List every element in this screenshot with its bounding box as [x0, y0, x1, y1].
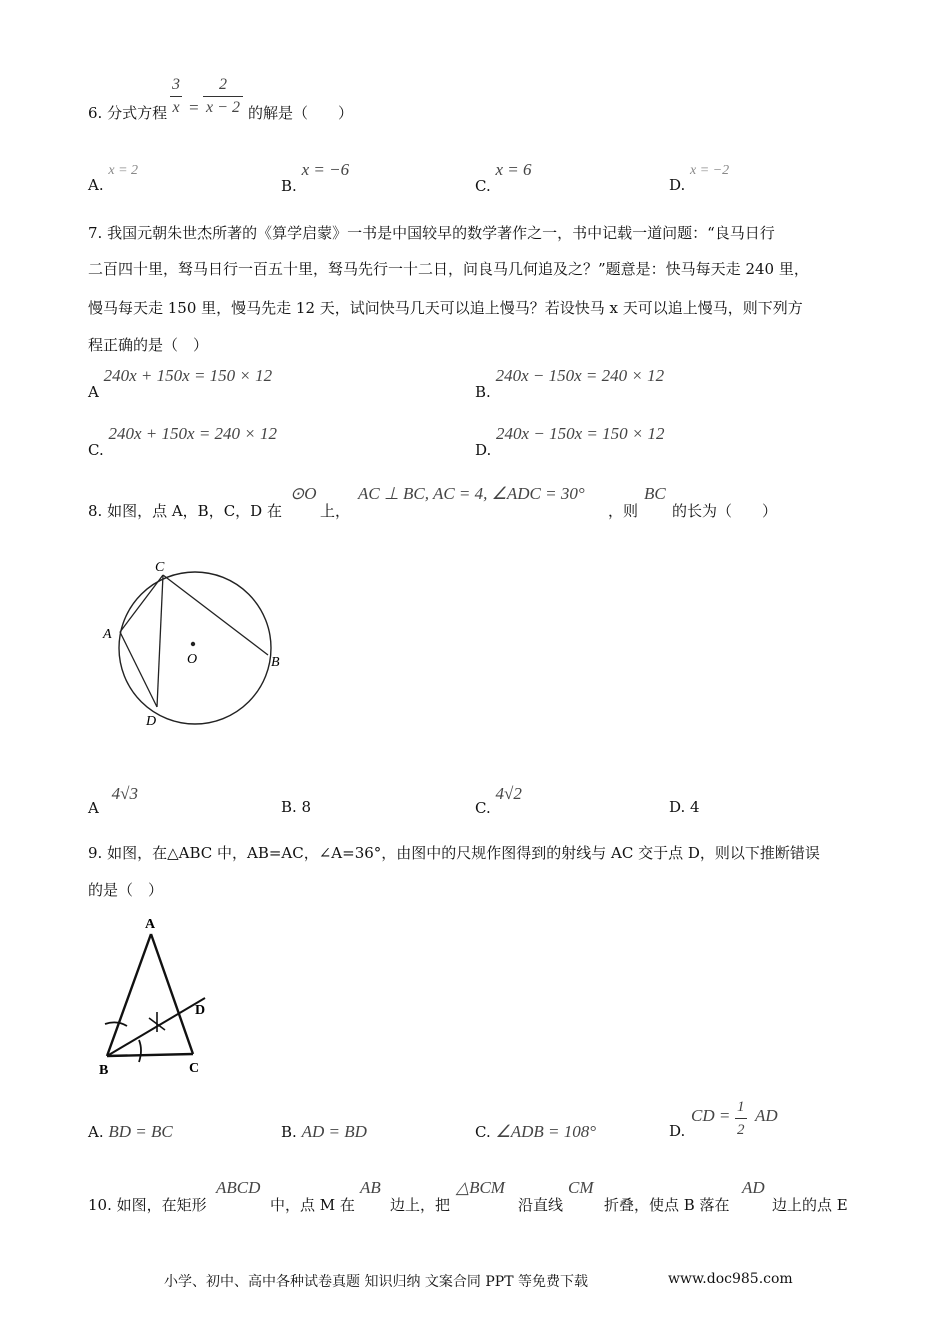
q9-side-ac [151, 934, 193, 1054]
q7-option-a-label: A [88, 383, 99, 401]
q8-option-a[interactable] [88, 784, 138, 817]
q6-number-text: 6. 分式方程 [88, 104, 168, 122]
q6-option-c-math: x = 6 [495, 160, 532, 179]
q9-label-d: D [195, 1003, 206, 1018]
q10-math-1: ABCD [216, 1178, 261, 1197]
q8-text-1: 8. 如图，点 A，B，C，D 在 [88, 502, 282, 520]
q7-option-a[interactable] [88, 366, 273, 401]
q8-stem [88, 484, 848, 524]
q7-line-3: 慢马每天走 150 里，慢马先走 12 天，试问快马几天可以追上慢马？若设快马 x 天可以追上慢马，则下列方 [88, 299, 803, 317]
q8-option-d-label: D. 4 [669, 798, 700, 816]
q8-text-3: ，则 [608, 502, 639, 520]
q10-text-3: 边上，把 [390, 1196, 451, 1214]
q7-option-c[interactable] [88, 424, 278, 459]
q10-text-4: 沿直线 [518, 1196, 564, 1214]
q6-option-c[interactable] [475, 160, 532, 195]
q9-label-a: A [145, 917, 156, 932]
q7-option-b-math: 240x − 150x = 240 × 12 [495, 366, 665, 385]
q6-option-b-label: B. [281, 177, 297, 195]
q8-label-a: A [103, 627, 112, 642]
q6-option-a-math: x = 2 [108, 163, 139, 178]
q9-arc-2 [139, 1040, 141, 1062]
footer-promo-text: 小学、初中、高中各种试卷真题 知识归纳 文案合同 PPT 等免费下载 [164, 1274, 588, 1290]
q7-line-2: 二百四十里，驽马日行一百五十里，驽马先行一十二日，问良马几何追及之？”题意是：快马每天走 240 里， [88, 260, 809, 278]
q9-arc-1 [105, 1022, 127, 1026]
q9-option-b-math: AD = BD [301, 1122, 367, 1141]
q9-option-c[interactable] [475, 1122, 596, 1142]
q6-equals: = [188, 98, 200, 117]
q9-label-c: C [189, 1061, 200, 1076]
q7-option-c-math: 240x + 150x = 240 × 12 [108, 424, 278, 443]
q10-math-4: CM [568, 1178, 594, 1197]
q8-center-dot [191, 642, 195, 646]
q8-option-c[interactable] [475, 784, 522, 817]
q9-side-bc [107, 1054, 193, 1056]
q10-math-5: AD [742, 1178, 765, 1197]
q10-math-3: △BCM [456, 1178, 505, 1197]
q7-option-d-math: 240x − 150x = 150 × 12 [496, 424, 665, 443]
q6-option-d-math: x = −2 [690, 163, 730, 178]
q10-stem [88, 1178, 868, 1218]
q8-label-b: B [271, 655, 280, 670]
q8-segment: BC [644, 484, 666, 503]
q8-segment-dc [157, 575, 163, 707]
q8-option-c-math: 4√2 [495, 784, 522, 803]
q7-option-b[interactable] [475, 366, 665, 401]
q7-option-a-math: 240x + 150x = 150 × 12 [103, 366, 273, 385]
q8-text-2: 上， [320, 502, 351, 520]
q7-line-4: 程正确的是（ ） [88, 336, 209, 354]
q9-option-b[interactable] [281, 1122, 367, 1142]
q8-segment-ca [120, 575, 163, 632]
q8-circle-symbol: ⊙O [290, 484, 317, 503]
q9-option-d-fraction: $\frac{1}{2}$ [735, 1096, 747, 1141]
q7-option-b-label: B. [475, 383, 491, 401]
q6-option-b[interactable] [281, 160, 350, 195]
q8-circle-outline [119, 572, 271, 724]
q6-option-b-math: x = −6 [301, 160, 350, 179]
q9-option-d-label: D. [669, 1122, 686, 1140]
q9-option-a-math: BD = BC [108, 1122, 173, 1141]
q9-line-1: 9. 如图，在△ABC 中，AB=AC，∠A=36°，由图中的尺规作图得到的射线与 AC 交于点 D，则以下推断错误 [88, 844, 820, 862]
q8-circle-figure [95, 555, 295, 735]
q8-option-b-label: B. 8 [281, 798, 312, 816]
q8-label-o: O [187, 652, 198, 667]
q8-option-c-label: C. [475, 799, 491, 817]
q6-tail-text: 的解是（ ） [248, 104, 354, 122]
q10-math-2: AB [360, 1178, 381, 1197]
q6-option-c-label: C. [475, 177, 491, 195]
q10-text-6: 边上的点 E [772, 1196, 848, 1214]
q8-label-d: D [146, 714, 157, 729]
q8-segment-ad [120, 632, 157, 707]
q9-triangle-figure [95, 912, 225, 1082]
q9-side-ab [107, 934, 151, 1056]
q10-text-1: 10. 如图，在矩形 [88, 1196, 207, 1214]
q6-option-d-label: D. [669, 176, 686, 194]
q6-option-d[interactable] [669, 160, 730, 194]
q9-option-b-label: B. [281, 1123, 297, 1141]
q8-option-a-label: A [88, 799, 99, 817]
q9-option-c-math: ∠ADB = 108° [495, 1122, 597, 1141]
q6-option-a-label: A. [88, 176, 104, 194]
q9-label-b: B [99, 1063, 109, 1078]
q8-text-4: 的长为（ ） [672, 502, 778, 520]
q6-option-a[interactable] [88, 160, 139, 194]
q9-option-d-math-pre: CD = [691, 1106, 731, 1125]
q8-option-a-math: 4√3 [111, 784, 138, 803]
q7-line-1: 7. 我国元朝朱世杰所著的《算学启蒙》一书是中国较早的数学著作之一，书中记载一道问题：“良马日行 [88, 224, 775, 242]
q9-option-a[interactable] [88, 1122, 173, 1142]
q7-option-d-label: D. [475, 441, 492, 459]
q9-option-d-math-post: AD [755, 1106, 778, 1125]
q6-lhs-fraction: $\frac{3}{x}$ [172, 76, 180, 116]
q8-label-c: C [155, 560, 165, 575]
q7-option-d[interactable] [475, 424, 665, 459]
q8-condition: AC ⊥ BC, AC = 4, ∠ADC = 30° [358, 484, 585, 503]
footer-website-link[interactable]: www.doc985.com [668, 1271, 793, 1287]
q9-option-a-label: A. [88, 1123, 104, 1141]
q10-text-2: 中，点 M 在 [270, 1196, 355, 1214]
q8-option-b[interactable] [281, 798, 311, 816]
q8-segment-cb [163, 575, 268, 655]
q8-option-d[interactable] [669, 798, 700, 816]
q9-option-c-label: C. [475, 1123, 491, 1141]
q9-line-2: 的是（ ） [88, 881, 164, 899]
q6-rhs-fraction: $\frac{2}{x - 2}$ [203, 74, 243, 119]
q10-text-5: 折叠，使点 B 落在 [604, 1196, 730, 1214]
q7-option-c-label: C. [88, 441, 104, 459]
